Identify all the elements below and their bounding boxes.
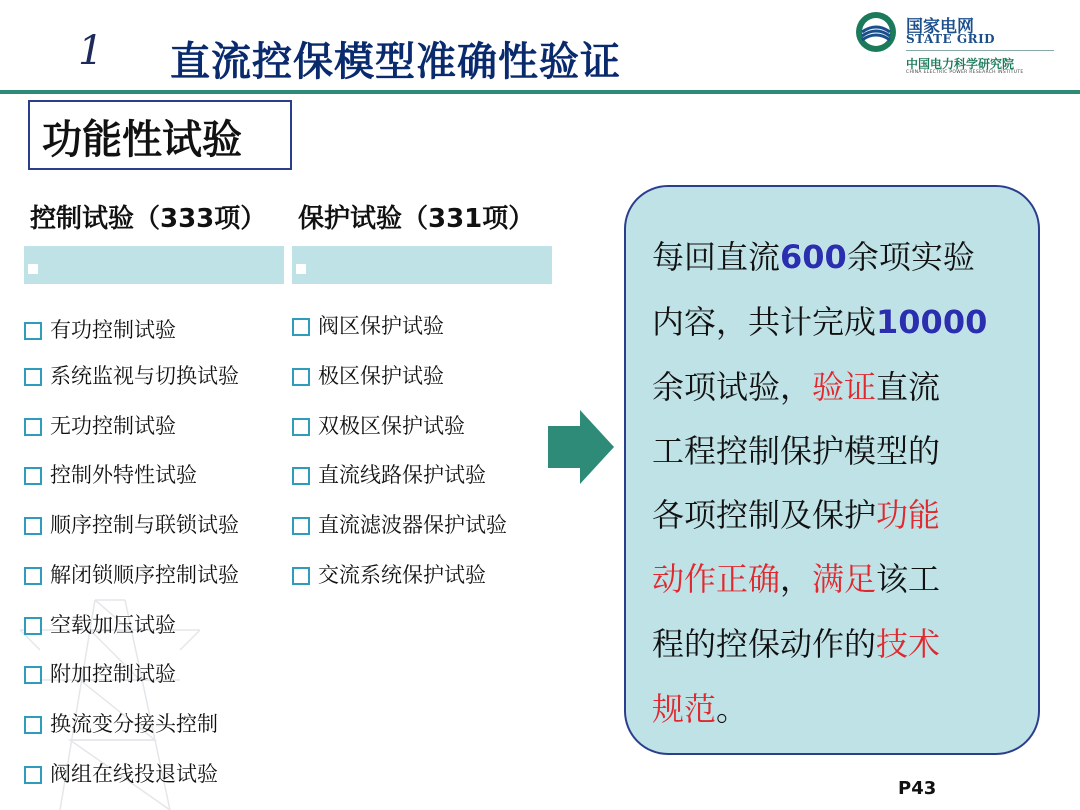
- protection-item: 阀区保护试验: [292, 310, 444, 340]
- checkbox-icon: [24, 368, 42, 386]
- protection-item: 直流滤波器保护试验: [292, 509, 507, 539]
- checkbox-icon: [292, 318, 310, 336]
- checkbox-icon: [292, 517, 310, 535]
- checkbox-icon: [24, 418, 42, 436]
- control-heading: 控制试验（333项）: [30, 204, 267, 234]
- section-title: 功能性试验: [42, 117, 242, 163]
- control-item: 有功控制试验: [24, 314, 176, 344]
- callout-line: 程的控保动作的技术: [652, 625, 941, 663]
- checkbox-icon: [24, 467, 42, 485]
- header-divider: [0, 90, 1080, 94]
- control-item: 阀组在线投退试验: [24, 758, 218, 788]
- control-item: 附加控制试验: [24, 658, 176, 688]
- logo-name-cn: 国家电网: [906, 17, 974, 37]
- checkbox-icon: [292, 467, 310, 485]
- checkbox-icon: [24, 517, 42, 535]
- callout-line: 内容，共计完成10000: [652, 303, 988, 341]
- section-number: 1: [78, 28, 104, 74]
- checkbox-icon: [24, 716, 42, 734]
- checkbox-icon: [292, 368, 310, 386]
- logo-institute-cn: 中国电力科学研究院: [906, 57, 1015, 71]
- control-header-bar: [24, 246, 284, 284]
- control-item: 解闭锁顺序控制试验: [24, 559, 239, 589]
- checkbox-icon: [24, 666, 42, 684]
- control-item: 空载加压试验: [24, 609, 176, 639]
- checkbox-icon: [24, 617, 42, 635]
- protection-item: 极区保护试验: [292, 360, 444, 390]
- protection-heading: 保护试验（331项）: [298, 204, 535, 234]
- arrow-right-icon: [546, 408, 616, 486]
- control-item: 无功控制试验: [24, 410, 176, 440]
- checkbox-icon: [292, 567, 310, 585]
- logo-name-en: STATE GRID: [906, 32, 996, 46]
- callout-line: 各项控制及保护功能: [652, 496, 941, 534]
- control-item: 系统监视与切换试验: [24, 360, 239, 390]
- state-grid-logo-icon: [854, 10, 898, 54]
- control-item: 顺序控制与联锁试验: [24, 509, 239, 539]
- control-item: 控制外特性试验: [24, 459, 197, 489]
- callout-line: 动作正确，满足该工: [652, 560, 941, 598]
- callout-line: 每回直流600余项实验: [652, 238, 975, 276]
- callout-line: 余项试验，验证直流: [652, 368, 941, 406]
- logo-institute-en: CHINA ELECTRIC POWER RESEARCH INSTITUTE: [906, 70, 1024, 75]
- page-number: P43: [898, 778, 937, 799]
- protection-item: 直流线路保护试验: [292, 459, 486, 489]
- checkbox-icon: [24, 322, 42, 340]
- page-title: 直流控保模型准确性验证: [170, 39, 621, 85]
- protection-header-bar: [292, 246, 552, 284]
- checkbox-icon: [292, 418, 310, 436]
- protection-item: 双极区保护试验: [292, 410, 465, 440]
- checkbox-icon: [24, 567, 42, 585]
- protection-item: 交流系统保护试验: [292, 559, 486, 589]
- callout-line: 规范。: [652, 690, 749, 728]
- checkbox-icon: [24, 766, 42, 784]
- callout-line: 工程控制保护模型的: [652, 432, 941, 470]
- control-item: 换流变分接头控制: [24, 708, 218, 738]
- logo-divider: [906, 50, 1054, 51]
